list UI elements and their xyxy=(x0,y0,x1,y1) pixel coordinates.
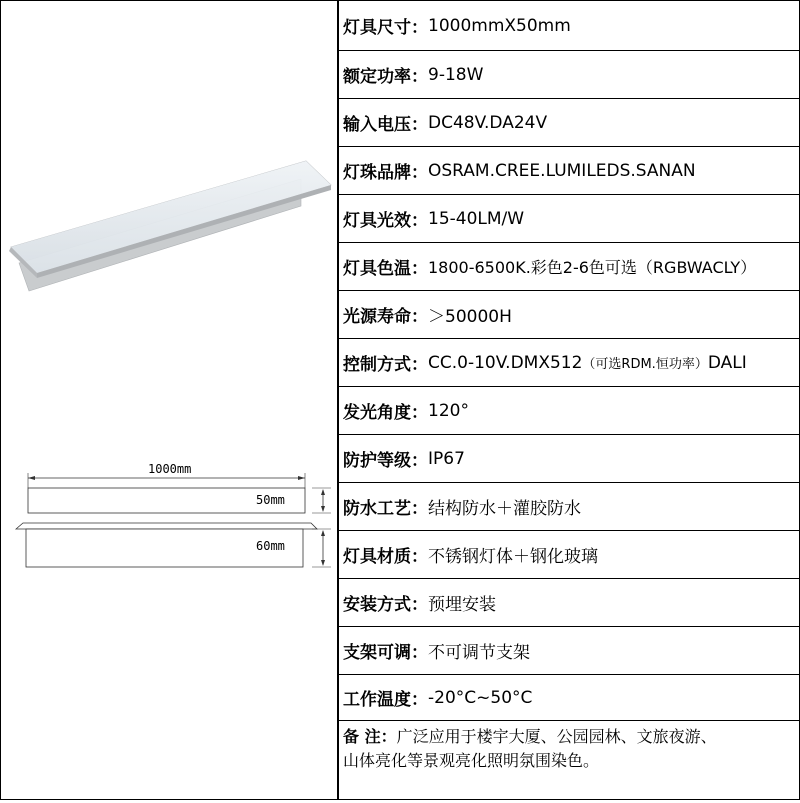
spec-row-beam-angle xyxy=(339,387,799,435)
spec-value: 不可调节支架 xyxy=(428,643,530,663)
spec-label: 工作温度： xyxy=(343,690,428,710)
spec-value: 9-18W xyxy=(428,64,484,85)
spec-table xyxy=(339,1,799,799)
spec-label: 灯具色温： xyxy=(343,259,428,279)
width-60-dimension-label: 60mm xyxy=(256,539,285,553)
width-50-dimension-label: 50mm xyxy=(256,493,285,507)
spec-value: 120° xyxy=(428,400,469,421)
spec-value-note: （可选RDM.恒功率） xyxy=(582,357,708,372)
spec-label: 支架可调： xyxy=(343,643,428,663)
remarks xyxy=(339,721,799,799)
spec-row-efficacy xyxy=(339,195,799,243)
spec-label: 灯珠品牌： xyxy=(343,163,428,183)
spec-label: 光源寿命： xyxy=(343,307,428,327)
spec-value: 1000mmX50mm xyxy=(428,15,571,36)
spec-row-control xyxy=(339,339,799,387)
spec-row-color-temp xyxy=(339,243,799,291)
remarks-line-1: 广泛应用于楼宇大厦、公园园林、文旅夜游、 xyxy=(396,727,717,746)
spec-row-bracket xyxy=(339,627,799,675)
spec-value: IP67 xyxy=(428,448,465,469)
spec-label: 发光角度： xyxy=(343,403,428,423)
spec-row-operating-temp xyxy=(339,675,799,721)
spec-value: 15-40LM/W xyxy=(428,208,525,229)
spec-row-size xyxy=(339,1,799,51)
spec-label: 防护等级： xyxy=(343,451,428,471)
spec-label: 防水工艺： xyxy=(343,499,428,519)
spec-row-power xyxy=(339,51,799,99)
spec-value: ＞50000H xyxy=(428,307,512,327)
lamp-image xyxy=(9,161,331,291)
spec-label: 输入电压： xyxy=(343,115,428,135)
spec-value: DC48V.DA24V xyxy=(428,112,548,133)
product-illustration xyxy=(1,1,337,799)
remarks-label: 备 注： xyxy=(343,727,397,746)
spec-label: 额定功率： xyxy=(343,67,428,87)
spec-value: 结构防水＋灌胶防水 xyxy=(428,499,581,519)
spec-value: 预埋安装 xyxy=(428,595,496,615)
product-panel xyxy=(1,1,339,799)
spec-label: 控制方式： xyxy=(343,355,428,375)
spec-value: -20°C~50°C xyxy=(428,687,533,708)
length-dimension-label: 1000mm xyxy=(148,462,192,476)
spec-row-lifespan xyxy=(339,291,799,339)
remarks-line-2: 山体亮化等景观亮化照明氛围染色。 xyxy=(343,751,600,770)
spec-label: 灯具材质： xyxy=(343,547,428,567)
spec-value: CC.0-10V.DMX512 xyxy=(428,352,583,373)
spec-label: 灯具尺寸： xyxy=(343,18,428,38)
spec-value: 不锈钢灯体＋钢化玻璃 xyxy=(428,547,598,567)
spec-row-installation xyxy=(339,579,799,627)
spec-row-voltage xyxy=(339,99,799,147)
spec-row-ip-rating xyxy=(339,435,799,483)
spec-label: 灯具光效： xyxy=(343,211,428,231)
spec-label: 安装方式： xyxy=(343,595,428,615)
spec-row-material xyxy=(339,531,799,579)
spec-row-led-brand xyxy=(339,147,799,195)
spec-row-waterproofing xyxy=(339,483,799,531)
spec-value-tail: DALI xyxy=(707,352,747,373)
spec-value: 1800-6500K.彩色2-6色可选（RGBWACLY） xyxy=(428,258,757,277)
spec-value: OSRAM.CREE.LUMILEDS.SANAN xyxy=(428,160,696,181)
